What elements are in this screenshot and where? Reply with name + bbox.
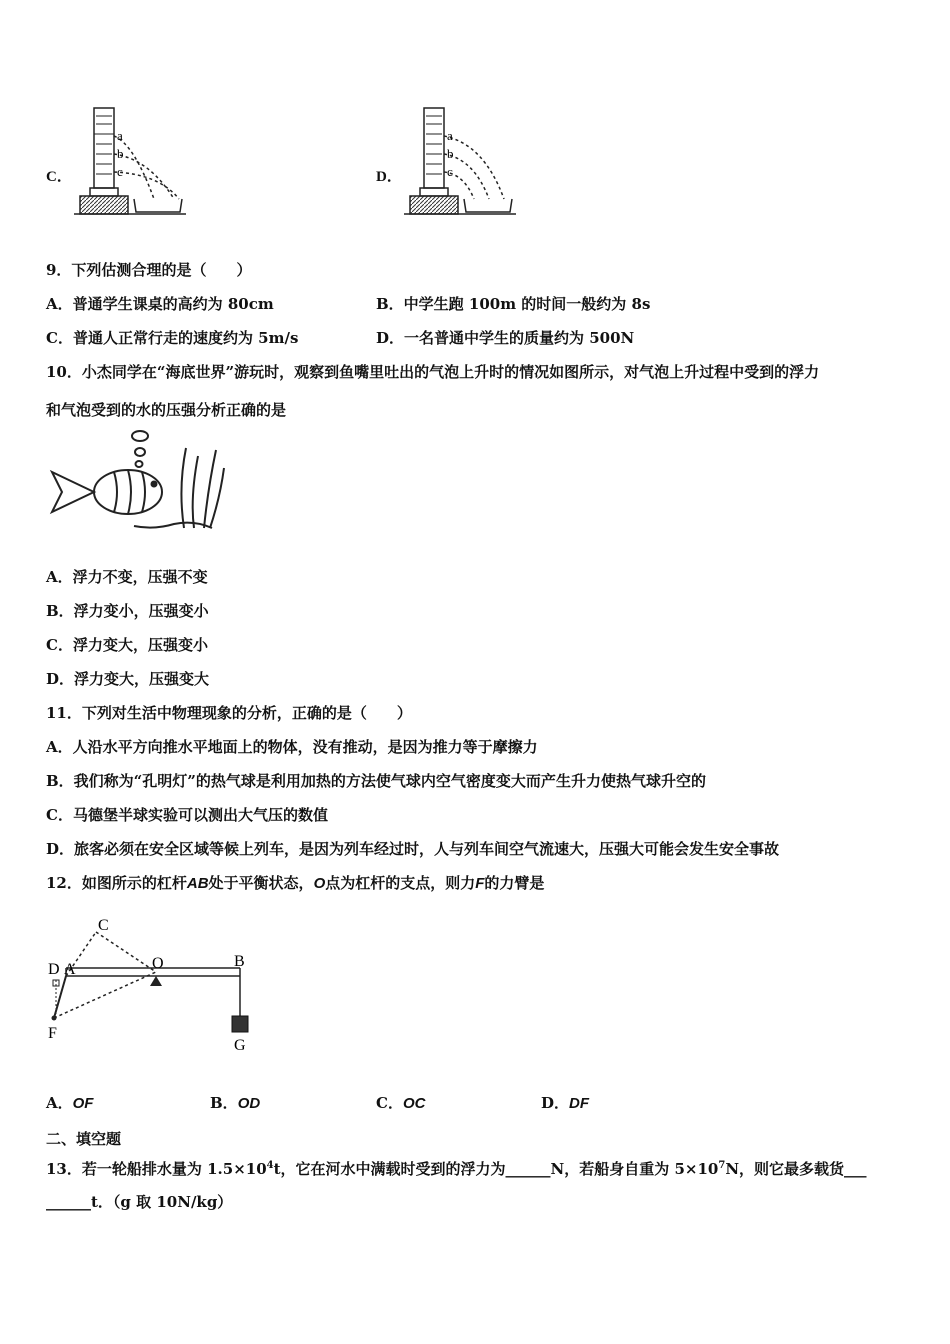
- q9-option-b: B．中学生跑 100m 的时间一般约为 8s: [376, 295, 651, 313]
- q12-stem-o: O: [313, 875, 326, 892]
- q12-stem: [46, 873, 544, 894]
- q12-stem-post: 的力臂是: [484, 874, 545, 892]
- q12-option-a-value: OF: [72, 1095, 94, 1112]
- q8-option-d-diagram: [404, 104, 519, 222]
- lever-label-g: G: [234, 1037, 246, 1054]
- diagram-letter-c: c: [447, 164, 453, 179]
- q10-stem-line2: 和气泡受到的水的压强分析正确的是: [46, 401, 287, 419]
- lever-label-b: B: [234, 953, 245, 970]
- lever-label-c: C: [98, 917, 109, 934]
- diagram-letter-a: a: [117, 128, 123, 143]
- q10-option-a: A．浮力不变，压强不变: [46, 568, 208, 586]
- q13-exp1: 4: [266, 1160, 274, 1171]
- q11-stem: 11．下列对生活中物理现象的分析，正确的是（ ）: [46, 704, 412, 722]
- q12-stem-mid2: 点为杠杆的支点，则力: [325, 874, 476, 892]
- q13-part3: N，则它最多载货___: [725, 1160, 867, 1178]
- q13-exp2: 7: [718, 1160, 726, 1171]
- q12-option-a: [46, 1093, 93, 1114]
- q12-option-c-value: OC: [402, 1095, 426, 1112]
- container-diagram: [74, 108, 186, 214]
- q12-option-c-prefix: C．: [376, 1094, 403, 1112]
- q11-option-b: B．我们称为“孔明灯”的热气球是利用加热的方法使气球内空气密度变大而产生升力使热气球升空的: [46, 772, 706, 790]
- diagram-letter-c: c: [117, 164, 123, 179]
- q9-stem: 9．下列估测合理的是（ ）: [46, 261, 252, 279]
- q9-option-a: A．普通学生课桌的高约为 80cm: [46, 295, 274, 313]
- q8-option-c-diagram: [74, 104, 189, 222]
- diagram-letter-b: b: [117, 146, 124, 161]
- q13-part2: t，它在河水中满载时受到的浮力为______N，若船身自重为 5×10: [273, 1160, 719, 1178]
- q12-option-b: [210, 1093, 260, 1114]
- q9-option-c: C．普通人正常行走的速度约为 5m/s: [46, 329, 299, 347]
- q10-option-c: C．浮力变大，压强变小: [46, 636, 208, 654]
- q12-stem-f: F: [475, 875, 485, 892]
- q9-option-d: D．一名普通中学生的质量约为 500N: [376, 329, 635, 347]
- q13-line1: [46, 1156, 867, 1179]
- q12-option-a-prefix: A．: [46, 1094, 73, 1112]
- q8-option-c-label: C．: [46, 169, 72, 185]
- q12-option-d-prefix: D．: [541, 1094, 570, 1112]
- q11-option-a: A．人沿水平方向推水平地面上的物体，没有推动，是因为推力等于摩擦力: [46, 738, 538, 756]
- lever-diagram: [44, 910, 254, 1058]
- q8-option-d-label: D．: [376, 169, 402, 185]
- q12-option-c: [376, 1093, 425, 1114]
- lever-label-a: A: [64, 961, 76, 978]
- q12-stem-mid1: 处于平衡状态，: [208, 874, 314, 892]
- q12-option-b-value: OD: [237, 1095, 261, 1112]
- q10-option-d: D．浮力变大，压强变大: [46, 670, 210, 688]
- q12-stem-ab: AB: [186, 875, 209, 892]
- q10-option-b: B．浮力变小，压强变小: [46, 602, 209, 620]
- section-title-fill-in: 二、填空题: [46, 1130, 122, 1148]
- fish-bubbles-figure: [44, 428, 229, 552]
- q11-option-d: D．旅客必须在安全区域等候上列车，是因为列车经过时，人与列车间空气流速大，压强大可能会发生安全事故: [46, 840, 780, 858]
- q13-line2: ______t．（g 取 10N/kg）: [46, 1193, 233, 1211]
- q11-option-c: C．马德堡半球实验可以测出大气压的数值: [46, 806, 328, 824]
- q12-option-b-prefix: B．: [210, 1094, 238, 1112]
- q12-option-d: [541, 1093, 589, 1114]
- diagram-letter-a: a: [447, 128, 453, 143]
- q12-option-d-value: DF: [569, 1095, 590, 1112]
- lever-label-o: O: [152, 955, 164, 972]
- q13-part1: 13．若一轮船排水量为 1.5×10: [46, 1160, 267, 1178]
- q12-stem-pre: 12．如图所示的杠杆: [46, 874, 187, 892]
- lever-label-d: D: [48, 961, 60, 978]
- diagram-letter-b: b: [447, 146, 454, 161]
- container-diagram: [404, 108, 516, 214]
- lever-label-f: F: [48, 1025, 57, 1042]
- q10-stem-line1: 10．小杰同学在“海底世界”游玩时，观察到鱼嘴里吐出的气泡上升时的情况如图所示，对气泡上升过程中受到的浮力: [46, 363, 820, 381]
